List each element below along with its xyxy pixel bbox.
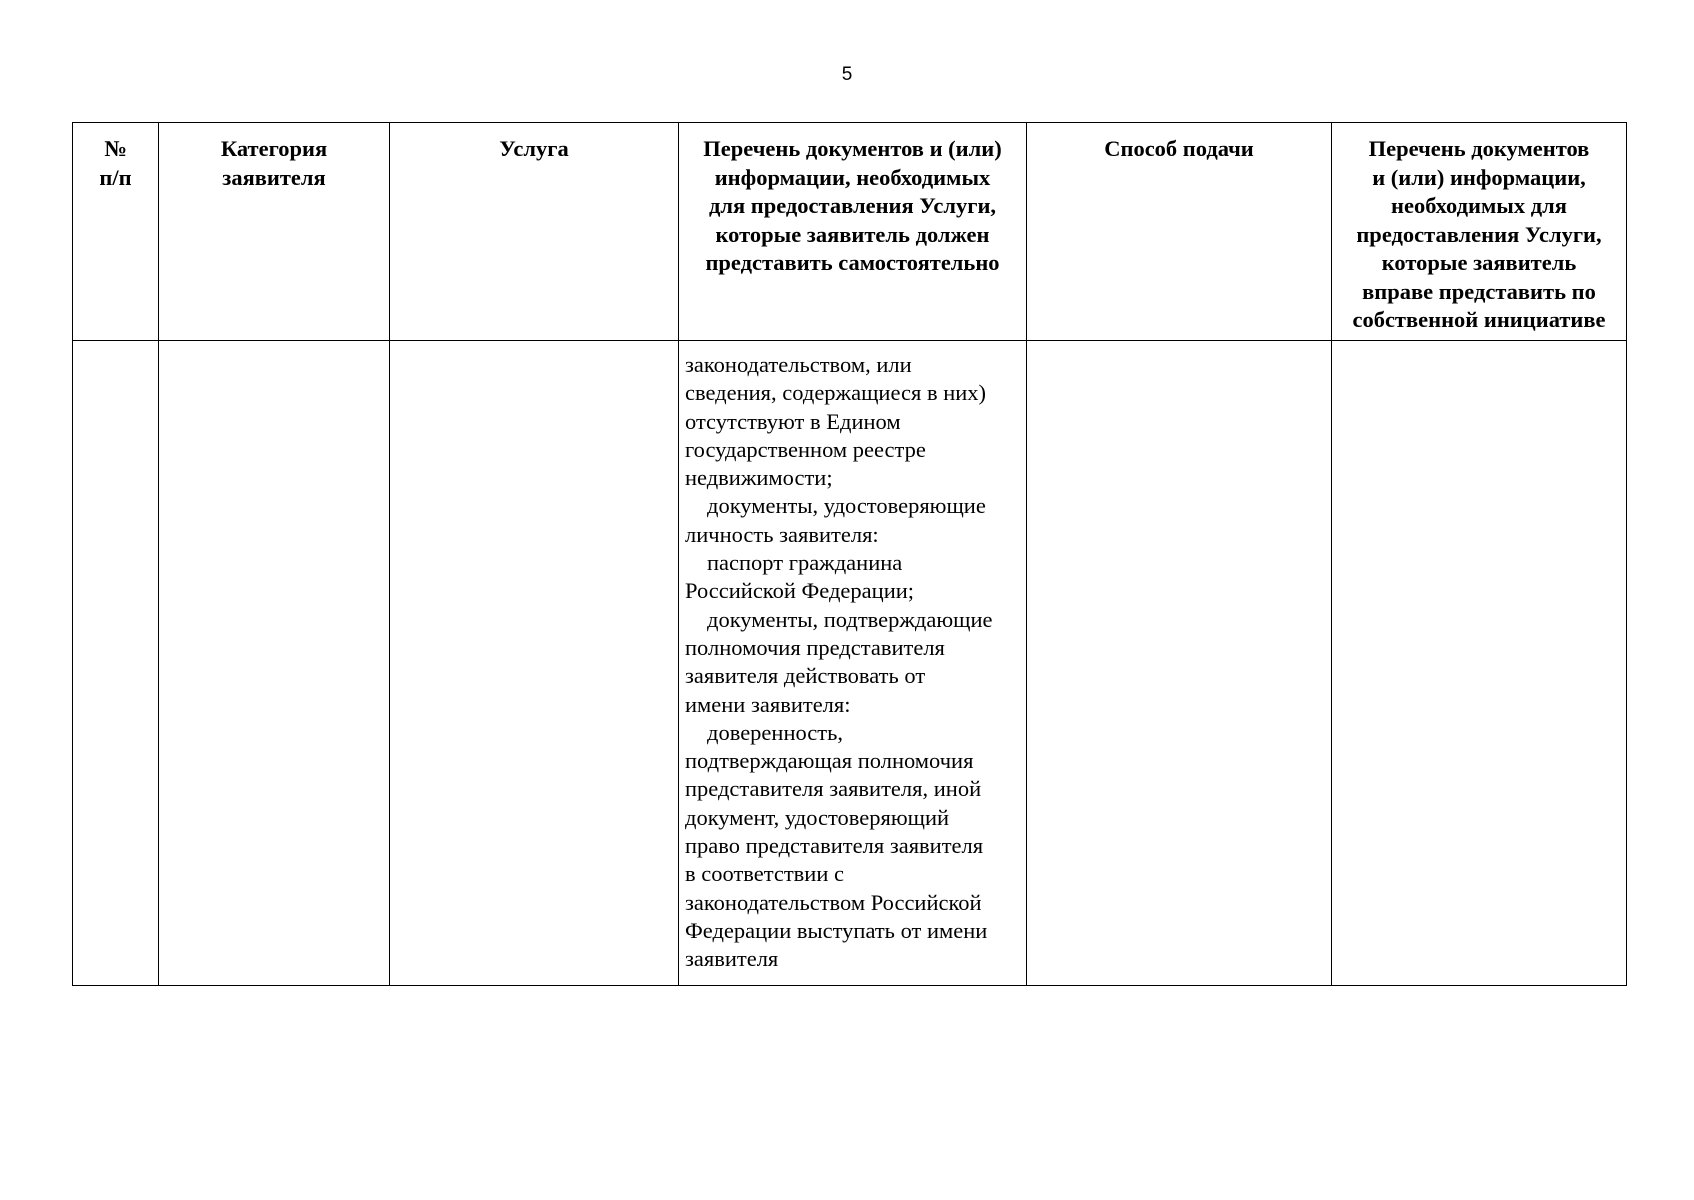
header-line: Способ подачи bbox=[1104, 136, 1254, 161]
header-line: которые заявитель должен bbox=[715, 221, 990, 247]
header-line: вправе представить по bbox=[1362, 278, 1596, 304]
table-row bbox=[73, 341, 1627, 986]
header-line: которые заявитель bbox=[1381, 250, 1577, 275]
documents-table bbox=[72, 122, 1627, 986]
document-line: представителя заявителя, иной bbox=[685, 776, 982, 802]
cell-number bbox=[73, 341, 159, 986]
document-line: документы, подтверждающие bbox=[707, 606, 993, 632]
header-optional-documents bbox=[1332, 123, 1627, 341]
document-line: сведения, содержащиеся в них) bbox=[685, 380, 987, 406]
header-line: необходимых для bbox=[1391, 193, 1567, 218]
document-line: законодательством Российской bbox=[685, 889, 982, 915]
document-line: законодательством, или bbox=[685, 352, 912, 377]
header-line: собственной инициативе bbox=[1352, 307, 1606, 332]
header-line: № bbox=[104, 136, 127, 161]
document-line: заявителя действовать от bbox=[685, 663, 926, 689]
document-line: подтверждающая полномочия bbox=[685, 748, 974, 774]
document-line: отсутствуют в Едином bbox=[685, 408, 901, 434]
cell-applicant-category bbox=[159, 341, 390, 986]
header-line: Перечень документов и (или) bbox=[703, 136, 1002, 161]
document-line: документ, удостоверяющий bbox=[685, 804, 950, 830]
header-submission-method bbox=[1027, 123, 1332, 341]
header-line: Услуга bbox=[499, 136, 569, 161]
document-line: в соответствии с bbox=[685, 861, 844, 887]
header-line: заявителя bbox=[222, 164, 326, 190]
document-line: имени заявителя: bbox=[685, 691, 851, 717]
document-line: недвижимости; bbox=[685, 465, 833, 491]
document-line: право представителя заявителя bbox=[685, 833, 984, 859]
document-line: заявителя bbox=[685, 946, 779, 972]
header-line: Перечень документов bbox=[1368, 136, 1590, 161]
header-line: и (или) информации, bbox=[1372, 164, 1586, 190]
document-line: личность заявителя: bbox=[685, 521, 879, 547]
table-header-row bbox=[73, 123, 1627, 341]
header-required-documents bbox=[679, 123, 1027, 341]
page-number: 5 bbox=[841, 64, 853, 85]
document-line: паспорт гражданина bbox=[707, 550, 903, 576]
header-service bbox=[390, 123, 679, 341]
document-line: документы, удостоверяющие bbox=[707, 493, 986, 519]
cell-submission-method bbox=[1027, 341, 1332, 986]
required-documents-text bbox=[679, 341, 1026, 974]
document-line: полномочия представителя bbox=[685, 634, 945, 660]
header-applicant-category bbox=[159, 123, 390, 341]
document-line: Российской Федерации; bbox=[685, 578, 915, 604]
document-line: государственном реестре bbox=[685, 436, 926, 462]
cell-optional-documents bbox=[1332, 341, 1627, 986]
cell-required-documents bbox=[679, 341, 1027, 986]
header-line: информации, необходимых bbox=[714, 164, 991, 190]
header-line: предоставления Услуги, bbox=[1356, 221, 1602, 247]
document-line: Федерации выступать от имени bbox=[685, 917, 988, 943]
header-line: представить самостоятельно bbox=[705, 250, 1000, 275]
header-line: Категория bbox=[220, 136, 328, 161]
header-number bbox=[73, 123, 159, 341]
header-line: п/п bbox=[99, 164, 132, 190]
document-line: доверенность, bbox=[707, 719, 844, 745]
cell-service bbox=[390, 341, 679, 986]
header-line: для предоставления Услуги, bbox=[708, 193, 997, 218]
